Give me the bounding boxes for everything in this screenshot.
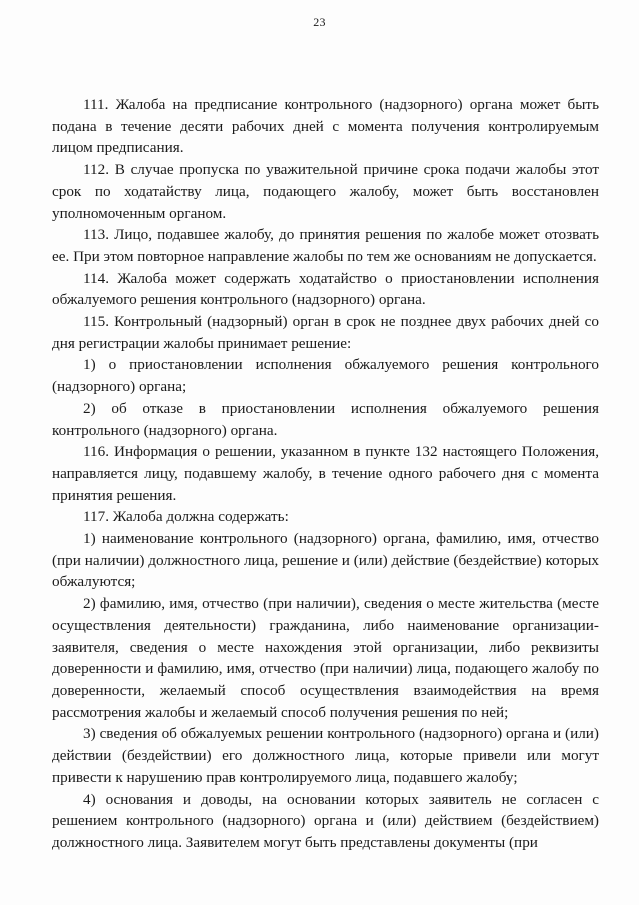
paragraph-115: 115. Контрольный (надзорный) орган в срок не позднее двух рабочих дней со дня регистрации жалобы принимает решение:	[52, 313, 599, 352]
paragraph-117-item-2: 2) фамилию, имя, отчество (при наличии), сведения о месте жительства (месте осуществления деятельности) гражданина, либо наименование организации-заявителя, сведения о месте нахождения этой организации, либо реквизиты доверенности и фамилию, имя, отчество (при наличии) лица, подающего жалобу по доверенности, желаемый способ осуществления взаимодействия на время рассмотрения жалобы и желаемый способ получения решения по ней;	[52, 595, 599, 721]
paragraph-111: 111. Жалоба на предписание контрольного (надзорного) органа может быть подана в течение десяти рабочих дней с момента получения контролируемым лицом предписания.	[52, 96, 599, 157]
paragraph-116: 116. Информация о решении, указанном в пункте 132 настоящего Положения, направляется лицу, подавшему жалобу, в течение одного рабочего дня с момента принятия решения.	[52, 443, 599, 504]
paragraph-112: 112. В случае пропуска по уважительной причине срока подачи жалобы этот срок по ходатайству лица, подающего жалобу, может быть восстановлен уполномоченным органом.	[52, 161, 599, 222]
paragraph-114: 114. Жалоба может содержать ходатайство о приостановлении исполнения обжалуемого решения контрольного (надзорного) органа.	[52, 269, 599, 309]
paragraph-113: 113. Лицо, подавшее жалобу, до принятия решения по жалобе может отозвать ее. При этом повторное направление жалобы по тем же основаниям не допускается.	[52, 226, 599, 265]
page-number: 23	[313, 15, 326, 29]
paragraph-115-item-2: 2) об отказе в приостановлении исполнения обжалуемого решения контрольного (надзорного) органа.	[52, 399, 599, 439]
paragraph-115-item-1: 1) о приостановлении исполнения обжалуемого решения контрольного (надзорного) органа;	[52, 356, 599, 396]
paragraph-117: 117. Жалоба должна содержать:	[83, 508, 289, 526]
paragraph-117-item-4: 4) основания и доводы, на основании которых заявитель не согласен с решением контрольного (надзорного) органа и (или) действием (бездействием) должностного лица. Заявителем могут быть представлены документы (при	[52, 790, 599, 851]
document-body	[52, 94, 599, 854]
paragraph-117-item-3: 3) сведения об обжалуемых решении контрольного (надзорного) органа и (или) действии (бездействии) его должностного лица, которые привели или могут привести к нарушению прав контролируемого лица, подавшего жалобу;	[52, 725, 599, 786]
paragraph-117-item-1: 1) наименование контрольного (надзорного) органа, фамилию, имя, отчество (при наличии) должностного лица, решение и (или) действие (бездействие) которых обжалуются;	[52, 530, 599, 591]
